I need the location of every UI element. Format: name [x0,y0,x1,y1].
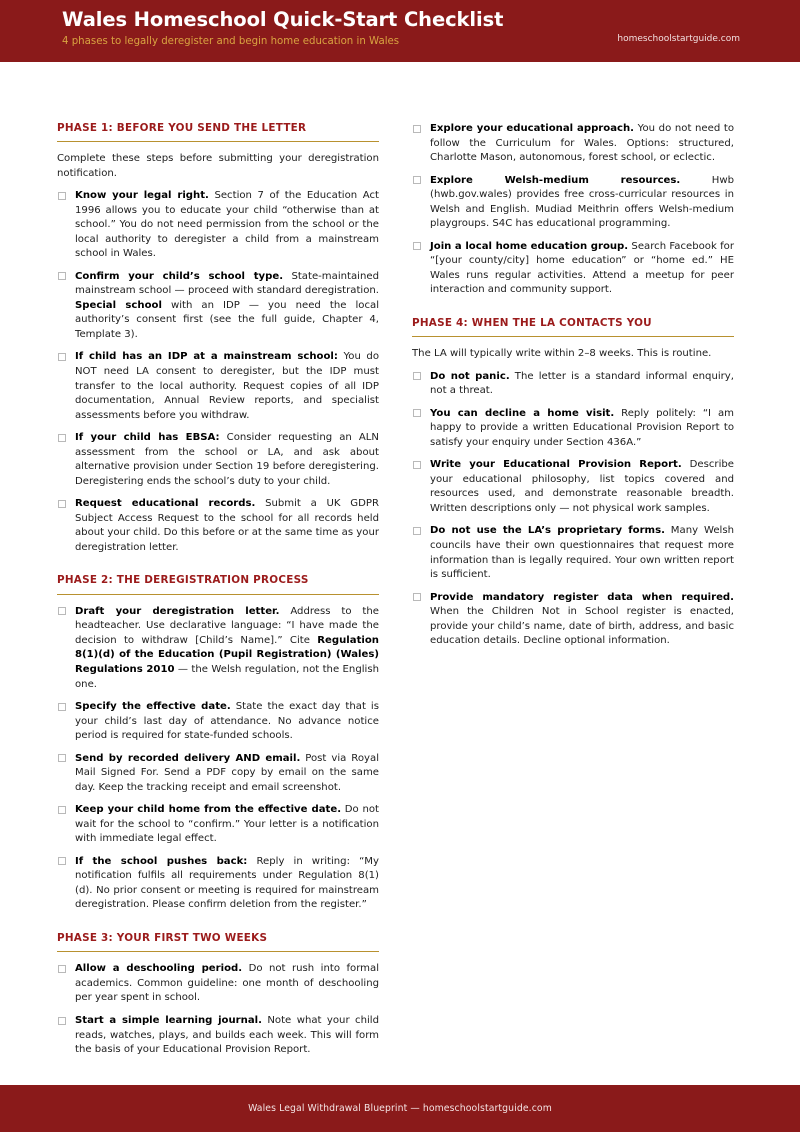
item-emphasis: Regulation 8(1)(d) of the Education (Pupil Registration) (Wales) Regulations 2010 [75,634,379,675]
checklist-item[interactable] [412,591,734,649]
item-body: Consider requesting an ALN assessment from the school or LA, and ask about alternative provision under Section 19 before deregistering. Deregistering ends the school’s duty to your child. [75,432,379,487]
phase-section-1 [57,122,379,555]
checkbox-icon[interactable] [413,372,421,380]
checklist-item[interactable] [57,605,379,692]
checklist-item[interactable] [57,803,379,847]
item-body-2: with an IDP — you need the local authority’s consent first (see the full guide, Chapter 4, Template 3). [75,299,379,340]
item-lead: Request educational records. [75,498,256,510]
item-lead: Explore your educational approach. [430,123,635,134]
item-body: State the exact day that is your child’s last day of attendance. No advance notice period is required for state-funded schools. [75,701,379,742]
item-lead: Join a local home education group. [430,240,629,252]
checklist-phase-3 [57,962,379,1057]
checklist-item[interactable] [57,752,379,796]
right-column [412,122,734,649]
item-lead: Send by recorded delivery AND email. [75,752,301,764]
checklist-item[interactable] [412,240,734,298]
item-body: Note what your child reads, watches, plays, and builds each week. This will form the basis of your Educational Provision Report. [75,1015,379,1056]
item-emphasis: Special school [75,299,162,311]
item-body: Reply politely: “I am happy to provide a written Educational Provision Report to satisfy your enquiry under Section 436A.” [430,407,734,448]
checkbox-icon[interactable] [413,242,421,250]
checkbox-icon[interactable] [413,176,421,184]
checklist-item[interactable] [57,855,379,913]
checklist-item[interactable] [412,122,734,166]
item-body: Post via Royal Mail Signed For. Send a PDF copy by email on the same day. Keep the tracking receipt and email screenshot. [75,752,379,793]
checklist-phase-4 [412,370,734,649]
phase-heading-2: PHASE 2: THE DEREGISTRATION PROCESS [57,574,309,587]
page-footer [0,1085,800,1132]
item-body: You do NOT need LA consent to deregister, but the IDP must transfer to the local authority. Request copies of all IDP documentation, Annual Review reports, and specialist assessments before you withdraw. [75,351,379,421]
checklist-item[interactable] [57,189,379,262]
phase-intro-4: The LA will typically write within 2–8 weeks. This is routine. [412,348,712,360]
item-lead: Draft your deregistration letter. [75,605,280,617]
item-lead: Specify the effective date. [75,701,231,713]
checkbox-icon[interactable] [58,703,66,711]
item-body: Reply in writing: “My notification fulfils all requirements under Regulation 8(1)(d). No prior consent or meeting is required for mainstream deregistration. Please confirm deletion from the register.” [75,855,379,911]
item-lead: If your child has EBSA: [75,432,220,444]
item-lead: Write your Educational Provision Report. [430,459,682,471]
item-lead: If child has an IDP at a mainstream school: [75,351,338,363]
page-title: Wales Homeschool Quick-Start Checklist [62,8,504,31]
item-lead: You can decline a home visit. [430,407,615,419]
checkbox-icon[interactable] [58,607,66,615]
checklist-phase-1 [57,189,379,555]
checkbox-icon[interactable] [413,409,421,417]
item-lead: Do not panic. [430,370,510,382]
checklist-item[interactable] [412,524,734,582]
phase-section-3-continued [412,122,734,298]
left-column [57,122,379,1058]
checklist-item[interactable] [57,431,379,489]
checkbox-icon[interactable] [58,353,66,361]
checklist-item[interactable] [412,174,734,232]
page-header [0,0,800,62]
phase-divider-3 [57,951,379,952]
item-body: The letter is a standard informal enquiry, not a threat. [430,370,734,397]
item-body: Describe your educational philosophy, list topics covered and resources used, and demonstrate reasonable breadth. Written descriptions only — not physical work samples. [430,459,734,514]
item-lead: Keep your child home from the effective date. [75,804,342,816]
checkbox-icon[interactable] [58,965,66,973]
checklist-item[interactable] [57,497,379,555]
item-body: State-maintained mainstream school — proceed with standard deregistration. [75,270,379,297]
page-subtitle: 4 phases to legally deregister and begin home education in Wales [62,36,400,48]
checklist-phase-2 [57,605,379,913]
item-body: Do not rush into formal academics. Common guideline: one month of deschooling per year spent in school. [75,963,379,1004]
phase-intro-1: Complete these steps before submitting your deregistration notification. [57,153,379,179]
footer-text: Wales Legal Withdrawal Blueprint — homeschoolstartguide.com [248,1103,552,1114]
checklist-item[interactable] [57,350,379,423]
checkbox-icon[interactable] [58,434,66,442]
item-body: Search Facebook for “[your county/city] home education” or “home ed.” HE Wales runs regular activities. Attend a meetup for peer interaction and community support. [430,240,734,296]
checkbox-icon[interactable] [58,754,66,762]
checkbox-icon[interactable] [58,500,66,508]
item-body: Do not wait for the school to “confirm.” Your letter is a notification with immediate legal effect. [75,804,379,845]
phase-section-4 [412,317,734,649]
item-body: Many Welsh councils have their own questionnaires that request more information than is legally required. Your own written report is sufficient. [430,525,734,581]
checklist-item[interactable] [412,370,734,399]
checklist-item[interactable] [412,458,734,516]
checkbox-icon[interactable] [58,272,66,280]
item-lead: Do not use the LA’s proprietary forms. [430,525,665,537]
checkbox-icon[interactable] [58,806,66,814]
checkbox-icon[interactable] [413,461,421,469]
checkbox-icon[interactable] [58,1017,66,1025]
checklist-item[interactable] [57,270,379,343]
item-lead: If the school pushes back: [75,855,248,867]
checkbox-icon[interactable] [58,192,66,200]
item-lead: Provide mandatory register data when required. [430,591,734,603]
item-body: Section 7 of the Education Act 1996 allows you to educate your child “otherwise than at school.” You do not need permission from the school or the local authority to deregister a child from a mainstream school in Wales. [75,190,379,260]
checklist-phase-3-continued [412,122,734,298]
phase-divider-4 [412,336,734,337]
item-lead: Explore Welsh-medium resources. [430,174,681,186]
phase-heading-3: PHASE 3: YOUR FIRST TWO WEEKS [57,931,268,944]
phase-section-2 [57,574,379,913]
checklist-item[interactable] [57,1014,379,1058]
document-body [0,62,800,1085]
header-website-url: homeschoolstartguide.com [617,34,740,44]
checkbox-icon[interactable] [58,857,66,865]
phase-divider-2 [57,594,379,595]
phase-divider-1 [57,141,379,142]
item-lead: Allow a deschooling period. [75,963,243,975]
item-body-2: — the Welsh regulation, not the English one. [75,663,379,690]
two-column-layout [57,122,745,1058]
item-body: You do not need to follow the Curriculum for Wales. Options: structured, Charlotte Mason, autonomous, forest school, or eclectic. [430,123,734,164]
phase-section-3 [57,932,379,1058]
item-body: Address to the headteacher. Use declarative language: “I have made the decision to withdraw [Child’s Name].” Cite [75,605,379,646]
phase-heading-4: PHASE 4: WHEN THE LA CONTACTS YOU [412,316,652,329]
checklist-item[interactable] [57,962,379,1006]
checkbox-icon[interactable] [413,125,421,133]
checklist-item[interactable] [412,407,734,451]
checkbox-icon[interactable] [413,527,421,535]
item-body: When the Children Not in School register is enacted, provide your child’s name, date of birth, address, and basic education details. Decline optional information. [430,606,734,647]
phase-heading-1: PHASE 1: BEFORE YOU SEND THE LETTER [57,122,307,134]
checklist-item[interactable] [57,700,379,744]
item-body: Submit a UK GDPR Subject Access Request to the school for all records held about your child. Do this before or at the same time as your deregistration letter. [75,498,379,553]
item-lead: Start a simple learning journal. [75,1015,262,1027]
item-body: Hwb (hwb.gov.wales) provides free cross-curricular resources in Welsh and English. Mudiad Meithrin offers Welsh-medium playgroups. S4C has educational programming. [430,174,734,230]
item-lead: Know your legal right. [75,190,209,202]
item-lead: Confirm your child’s school type. [75,270,284,282]
checkbox-icon[interactable] [413,593,421,601]
